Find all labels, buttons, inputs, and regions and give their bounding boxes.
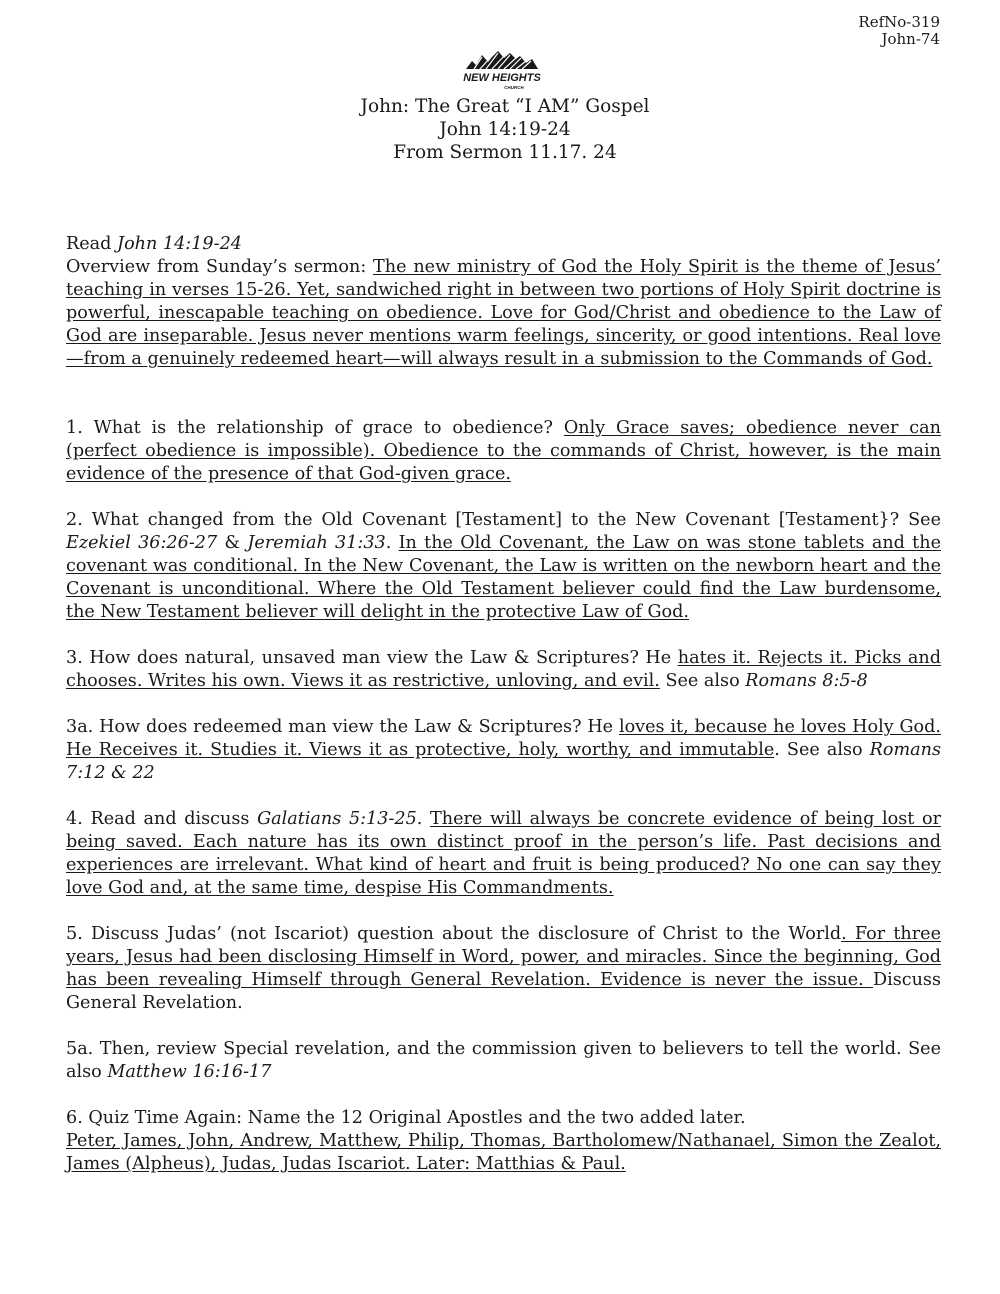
answer-text: hates it. Rejects it. Picks and chooses. Writes his own. Views it as restrictive, unloving, and evil.	[66, 648, 941, 691]
question-text: 6. Quiz Time Again: Name the 12 Original Apostles and the two added later.	[66, 1108, 746, 1128]
scripture-reference: Romans 8:5-8	[745, 671, 868, 691]
sermon-date-line: From Sermon 11.17. 24	[393, 142, 617, 163]
overview-label: Overview from Sunday’s sermon:	[66, 257, 374, 277]
scripture-reference: Romans 7:12 & 22	[66, 740, 942, 783]
question-1	[66, 417, 941, 486]
title-block	[0, 95, 1000, 164]
answer-text: Only Grace saves; obedience never can (perfect obedience is impossible). Obedience to the commands of Christ, however, is the main evidence of the presence of that God-given grace.	[66, 418, 941, 484]
study-content	[66, 233, 941, 1176]
question-text: 3a. How does redeemed man view the Law & Scriptures? He	[66, 717, 619, 737]
read-line: Read John 14:19-24	[66, 234, 242, 254]
question-5: 5. Discuss Judas’ (not Iscariot) question about the disclosure of Christ to the World. For three years, Jesus had been disclosing Himself in Word, power, and miracles. Since the beginning, God has been revealing Himself through General Revelation. Evidence is never the issue. Discuss General Revelation.	[66, 924, 941, 1013]
question-5a	[66, 1038, 941, 1084]
ref-series-line: John-74	[881, 30, 940, 48]
question-3: 3. How does natural, unsaved man view the Law & Scriptures? He hates it. Rejects it. Picks and chooses. Writes his own. Views it as restrictive, unloving, and evil. See also Romans 8:5-8	[66, 648, 941, 691]
question-text: 2. What changed from the Old Covenant [Testament] to the New Covenant [Testament}? See	[66, 510, 941, 530]
question-2: 2. What changed from the Old Covenant [Testament] to the New Covenant [Testament}? See Ezekiel 36:26-27 & Jeremiah 31:33. In the Old Covenant, the Law on was stone tablets and the covenant was conditional. In the New Covenant, the Law is written on the newborn heart and the Covenant is unconditional. Where the Old Testament believer could find the Law burdensome, the New Testament believer will delight in the protective Law of God.	[66, 510, 941, 622]
scripture-line: John 14:19-24	[439, 119, 571, 140]
title-line: John: The Great “I AM” Gospel	[360, 96, 650, 117]
question-6	[66, 1107, 941, 1130]
question-text: 3. How does natural, unsaved man view the Law & Scriptures? He	[66, 648, 678, 668]
answer-6	[66, 1130, 941, 1176]
reference-number	[858, 14, 940, 48]
question-text: 5a. Then, review Special revelation, and the commission given to believers to tell the world. See also	[66, 1039, 941, 1082]
logo-name: NEW HEIGHTS	[463, 72, 541, 84]
question-text: 1. What is the relationship of grace to obedience?	[66, 418, 564, 438]
question-text: 4. Read and discuss	[66, 809, 258, 829]
church-logo	[454, 46, 550, 92]
answer-text: There will always be concrete evidence of being lost or being saved. Each nature has its own distinct proof in the person’s life. Past decisions and experiences are irrelevant. What kind of heart and fruit is being produced? No one can say they love God and, at the same time, despise His Commandments.	[66, 809, 942, 898]
scripture-reference: Galatians 5:13-25.	[257, 809, 423, 829]
scripture-reference: Jeremiah 31:33	[247, 533, 386, 553]
scripture-reference: Matthew 16:16-17	[107, 1062, 272, 1082]
overview-text: The new ministry of God the Holy Spirit is the theme of Jesus’ teaching in verses 15-26. Yet, sandwiched right in between two portions of Holy Spirit doctrine is powerful, inescapable teaching on obedience. Love for God/Christ and obedience to the Law of God are inseparable. Jesus never mentions warm feelings, sincerity, or good intentions. Real love—from a genuinely redeemed heart—will always result in a submission to the Commands of God.	[66, 257, 941, 369]
logo-sub: CHURCH	[504, 85, 524, 90]
question-3a: 3a. How does redeemed man view the Law & Scriptures? He loves it, because he loves Holy God. He Receives it. Studies it. Views it as protective, holy, worthy, and immutable. See also Romans 7:12 & 22	[66, 717, 942, 783]
answer-text: In the Old Covenant, the Law on was stone tablets and the covenant was conditional. In the New Covenant, the Law is written on the newborn heart and the Covenant is unconditional. Where the Old Testament believer could find the Law burdensome, the New Testament believer will delight in the protective Law of God.	[66, 533, 941, 622]
question-text: 5. Discuss Judas’ (not Iscariot) question about the disclosure of Christ to the World	[66, 924, 842, 944]
answer-text: loves it, because he loves Holy God. He Receives it. Studies it. Views it as protective, holy, worthy, and immutable	[66, 717, 941, 760]
scripture-reference: Ezekiel 36:26-27	[66, 533, 218, 553]
answer-text: . For three years, Jesus had been disclosing Himself in Word, power, and miracles. Since the beginning, God has been revealing Himself through General Revelation. Evidence is never the issue.	[66, 924, 941, 990]
overview-paragraph	[66, 256, 941, 371]
ref-number-line: RefNo-319	[858, 13, 940, 31]
question-4	[66, 808, 941, 900]
read-reference: John 14:19-24	[117, 234, 242, 254]
answer-text: Peter, James, John, Andrew, Matthew, Philip, Thomas, Bartholomew/Nathanael, Simon the Zealot, James (Alpheus), Judas, Judas Iscariot. Later: Matthias & Paul.	[66, 1131, 941, 1174]
